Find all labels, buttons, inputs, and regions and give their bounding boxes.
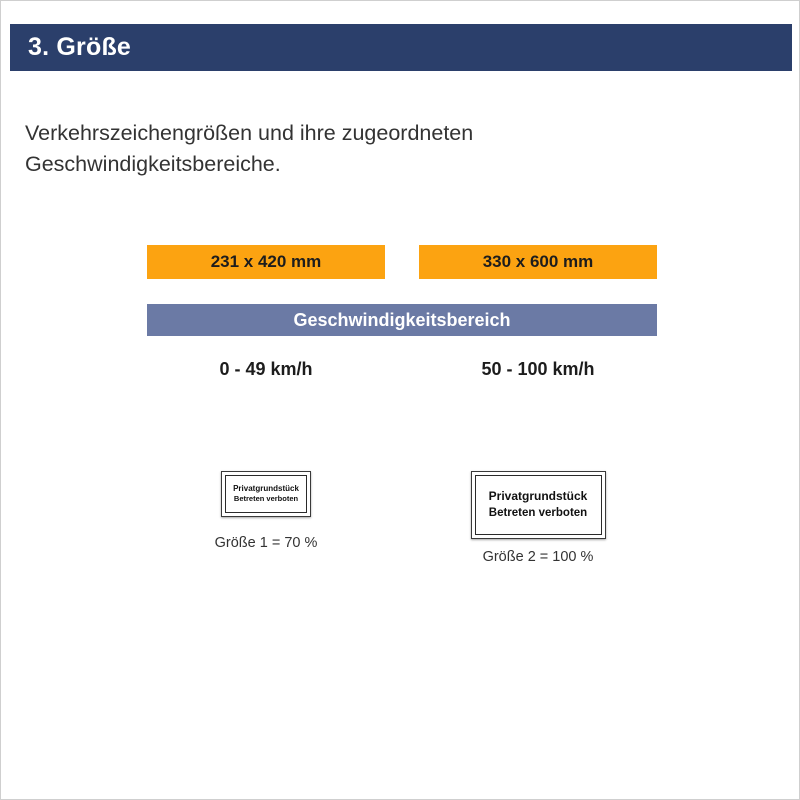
size-chip-row <box>147 245 657 279</box>
sign-inner-border <box>475 475 602 535</box>
sign-text-line1: Privatgrundstück <box>488 488 588 503</box>
sign-samples <box>147 471 657 591</box>
sign-sample-small <box>147 471 385 551</box>
sign-text-line2: Betreten verboten <box>233 494 299 504</box>
sign-caption-large: Größe 2 = 100 % <box>482 549 594 565</box>
traffic-sign-icon <box>471 471 606 539</box>
size-chip-small: 231 x 420 mm <box>147 245 385 279</box>
traffic-sign-icon <box>221 471 311 517</box>
speed-range-values <box>147 359 657 383</box>
sign-text-line1: Privatgrundstück <box>233 484 299 494</box>
page-title: 3. Größe <box>28 33 132 61</box>
sign-text-line2: Betreten verboten <box>488 506 588 519</box>
header-bar <box>10 24 792 71</box>
size-chip-large: 330 x 600 mm <box>419 245 657 279</box>
sign-sample-large <box>419 471 657 565</box>
sign-caption-small: Größe 1 = 70 % <box>214 535 318 551</box>
speed-value-high: 50 - 100 km/h <box>481 359 595 379</box>
speed-value-low: 0 - 49 km/h <box>219 359 313 379</box>
speed-range-header: Geschwindigkeitsbereich <box>147 304 657 336</box>
intro-text: Verkehrszeichengrößen und ihre zugeordneten Geschwindigkeitsbereiche. <box>25 121 474 176</box>
